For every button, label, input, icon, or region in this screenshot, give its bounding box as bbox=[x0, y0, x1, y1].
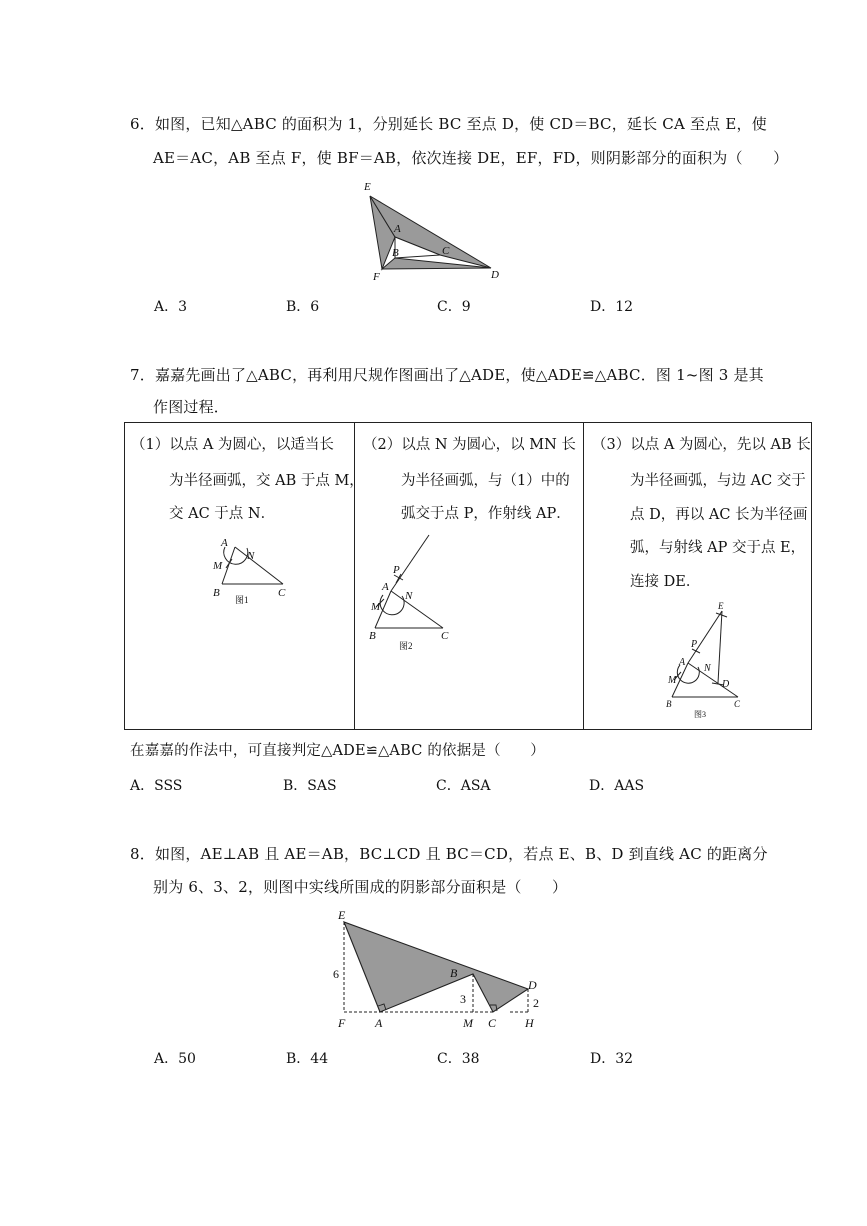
q6-label-D: D bbox=[491, 269, 499, 281]
q7-fig3-label-A: A bbox=[679, 657, 686, 668]
q7-step1-line2: 为半径画弧，交 AB 于点 M， bbox=[169, 473, 364, 489]
q7-fig1-label-A: A bbox=[221, 537, 228, 549]
q7-fig1-label-N: N bbox=[247, 550, 255, 562]
q8-label-three: 3 bbox=[460, 992, 466, 1006]
q7-fig2-label-N: N bbox=[405, 590, 413, 602]
q7-option-c: C．ASA bbox=[436, 778, 491, 794]
q7-fig3-label-E: E bbox=[718, 601, 724, 611]
q7-step3-line3: 点 D，再以 AC 长为半径画 bbox=[630, 507, 808, 523]
q7-step1-line1: （1）以点 A 为圆心，以适当长 bbox=[131, 437, 334, 453]
q7-fig3-label-B: B bbox=[666, 699, 672, 709]
q7-step2-line1: （2）以点 N 为圆心，以 MN 长 bbox=[363, 437, 576, 453]
q7-step3-cell bbox=[583, 423, 813, 729]
q7-fig2-label-A: A bbox=[382, 581, 389, 593]
q7-step1-cell bbox=[125, 423, 364, 729]
q7-step2-cell bbox=[354, 423, 583, 729]
q7-fig3-label-N: N bbox=[704, 663, 711, 674]
q8-label-F: F bbox=[338, 1016, 346, 1030]
q6-option-a: A．3 bbox=[154, 299, 188, 315]
q8-text-line2: 别为 6、3、2，则图中实线所围成的阴影部分面积是（ ） bbox=[153, 878, 568, 896]
q8-label-six: 6 bbox=[333, 967, 339, 981]
q7-step3-line4: 弧，与射线 AP 交于点 E， bbox=[630, 540, 806, 556]
q8-option-a: A．50 bbox=[154, 1051, 196, 1067]
q8-figure bbox=[325, 905, 555, 1033]
q8-label-two: 2 bbox=[533, 996, 539, 1010]
q7-fig3-label-P: P bbox=[691, 639, 698, 650]
q6-text-line1: 6．如图，已知△ABC 的面积为 1，分别延长 BC 至点 D，使 CD＝BC，延长 CA 至点 E，使 bbox=[130, 115, 767, 133]
q7-option-a: A．SSS bbox=[130, 778, 183, 794]
q7-step2-line2: 为半径画弧，与（1）中的 bbox=[401, 473, 570, 489]
q8-label-E: E bbox=[338, 908, 346, 922]
q8-option-b: B．44 bbox=[286, 1051, 329, 1067]
q7-fig1-label-M: M bbox=[213, 560, 223, 572]
q7-fig3-label-D: D bbox=[722, 679, 730, 690]
q6-option-d: D．12 bbox=[590, 299, 634, 315]
q8-label-C: C bbox=[488, 1016, 497, 1030]
q7-step3-line1: （3）以点 A 为圆心，先以 AB 长 bbox=[592, 437, 811, 453]
q7-fig2-label-C: C bbox=[441, 630, 449, 642]
q7-fig1-label-B: B bbox=[213, 587, 220, 599]
q7-fig1-label-C: C bbox=[278, 587, 286, 599]
q7-fig2-caption: 图2 bbox=[399, 641, 413, 651]
q7-option-d: D．AAS bbox=[589, 778, 645, 794]
q7-fig2-label-B: B bbox=[369, 630, 376, 642]
q8-label-M: M bbox=[463, 1016, 473, 1030]
q7-fig1 bbox=[195, 527, 295, 607]
q7-fig3-label-C: C bbox=[734, 699, 741, 709]
q8-label-H: H bbox=[525, 1016, 534, 1030]
q7-step2-line3: 弧交于点 P，作射线 AP． bbox=[401, 506, 571, 522]
q7-step3-line5: 连接 DE． bbox=[630, 574, 701, 590]
q7-fig3-caption: 图3 bbox=[694, 710, 706, 719]
q7-fig2 bbox=[361, 533, 461, 653]
q8-label-D: D bbox=[528, 978, 537, 992]
q7-fig2-label-P: P bbox=[393, 564, 400, 576]
q8-option-c: C．38 bbox=[437, 1051, 480, 1067]
q6-option-b: B．6 bbox=[286, 299, 320, 315]
q7-fig3-label-M: M bbox=[668, 675, 677, 686]
q8-label-B: B bbox=[450, 966, 458, 980]
q8-text-line1: 8．如图，AE⊥AB 且 AE＝AB，BC⊥CD 且 BC＝CD，若点 E、B、D 到直线 AC 的距离分 bbox=[130, 845, 768, 863]
q7-option-b: B．SAS bbox=[283, 778, 337, 794]
q7-fig1-caption: 图1 bbox=[235, 595, 249, 605]
q7-fig2-label-M: M bbox=[371, 601, 381, 613]
q7-text-line1: 7．嘉嘉先画出了△ABC，再利用尺规作图画出了△ADE，使△ADE≌△ABC．图 1~图 3 是其 bbox=[130, 366, 764, 384]
q6-text-line2: AE＝AC，AB 至点 F，使 BF＝AB，依次连接 DE，EF，FD，则阴影部分的面积为（ ） bbox=[153, 149, 789, 167]
q6-label-A: A bbox=[394, 223, 401, 235]
q6-label-B: B bbox=[392, 247, 399, 259]
q6-label-C: C bbox=[442, 245, 450, 257]
q7-question: 在嘉嘉的作法中，可直接判定△ADE≌△ABC 的依据是（ ） bbox=[130, 743, 545, 759]
q6-label-F: F bbox=[373, 271, 380, 283]
q7-text-line2: 作图过程． bbox=[153, 398, 230, 416]
q7-step1-line3: 交 AC 于点 N． bbox=[169, 506, 276, 522]
q7-steps-table bbox=[124, 422, 812, 730]
q7-fig3 bbox=[660, 601, 760, 721]
q8-label-A: A bbox=[375, 1016, 383, 1030]
q6-label-E: E bbox=[364, 181, 371, 193]
q6-option-c: C．9 bbox=[437, 299, 471, 315]
q6-figure bbox=[355, 176, 515, 286]
q8-option-d: D．32 bbox=[590, 1051, 634, 1067]
q7-step3-line2: 为半径画弧，与边 AC 交于 bbox=[630, 473, 806, 489]
